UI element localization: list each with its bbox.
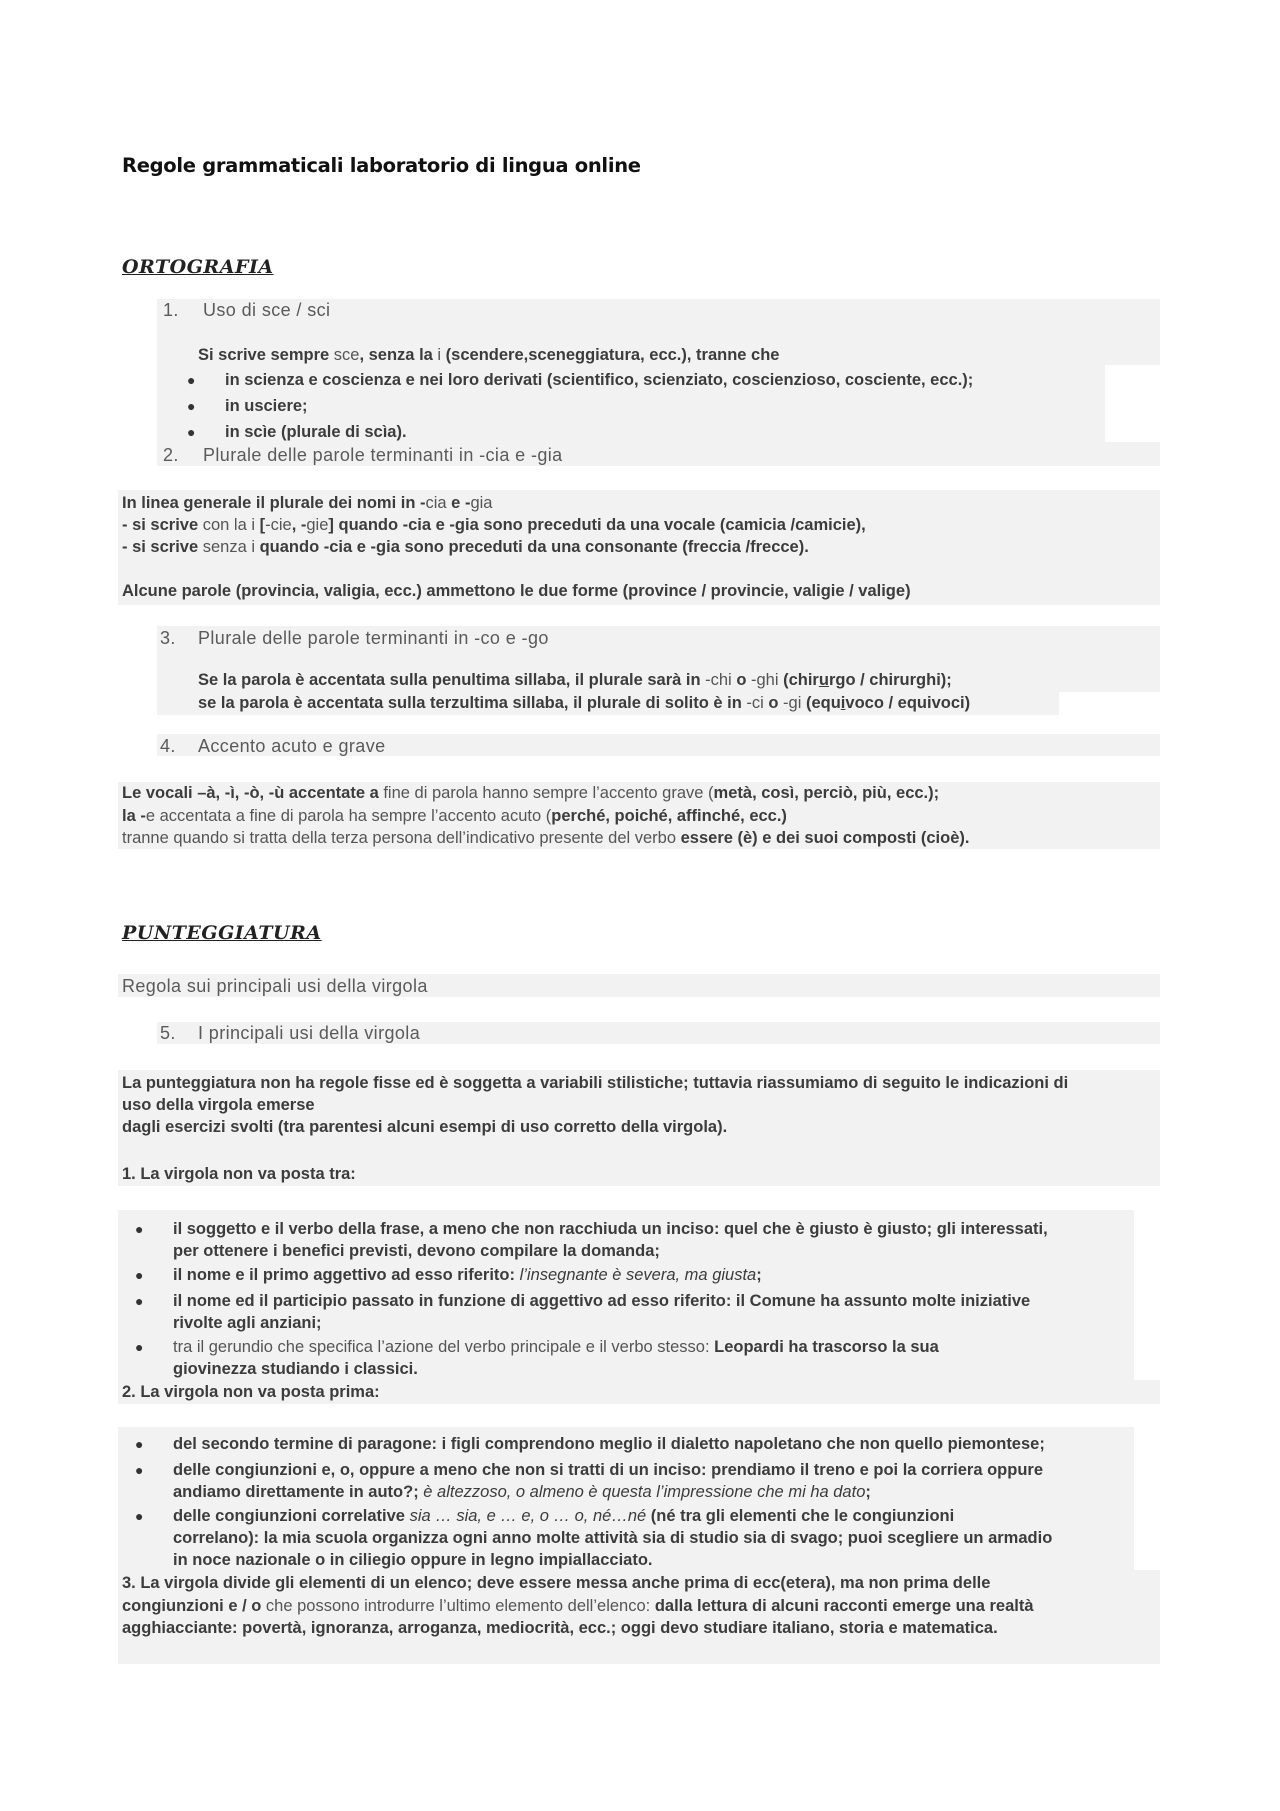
rule-title: Uso di sce / sci — [203, 300, 331, 320]
text-run: ] quando -cia e -gia sono preceduti da una vocale (camicia /camicie), — [328, 516, 866, 534]
text-run: quando -cia e -gia sono preceduti da una consonante (freccia /frecce). — [255, 538, 809, 556]
bullet-icon: ● — [187, 398, 196, 414]
text-run: dalla lettura di alcuni racconti emerge una realtà — [654, 1597, 1034, 1615]
bullet-icon: ● — [135, 1508, 144, 1524]
section-subtitle: Regola sui principali usi della virgola — [122, 976, 428, 996]
rule-text: agghiacciante: povertà, ignoranza, arroganza, mediocrità, ecc.; oggi devo studiare italiano, storia e matematica. — [122, 1619, 998, 1637]
text-run: cia — [425, 494, 447, 512]
list-title: 2. La virgola non va posta prima: — [122, 1383, 380, 1401]
bullet-icon: ● — [135, 1436, 144, 1452]
text-run: (scendere,sceneggiatura, ecc.), tranne che — [441, 346, 780, 364]
list-item: delle congiunzioni e, o, oppure a meno che non si tratti di un inciso: prendiamo il treno e poi la corriera oppure — [173, 1461, 1044, 1479]
text-run: con la i — [202, 516, 256, 534]
rule-number: 1. — [163, 300, 179, 320]
bullet-icon: ● — [135, 1293, 144, 1309]
rule-heading — [163, 299, 330, 321]
text-run: -chi — [705, 671, 732, 689]
list-item: in scienza e coscienza e nei loro derivati (scientifico, scienziato, coscienzioso, cosciente, ecc.); — [225, 371, 974, 389]
text-run: gia — [470, 494, 493, 512]
text-run: Le vocali –à, -ì, -ò, -ù accentate a — [122, 784, 384, 802]
text-run: (equ — [801, 694, 841, 712]
list-item — [173, 1505, 954, 1527]
text-run: o — [763, 694, 784, 712]
text-run: gie — [306, 516, 329, 534]
rule-text — [122, 492, 492, 514]
text-run: u — [818, 671, 829, 689]
rule-number: 3. — [160, 628, 176, 648]
rule-number: 5. — [160, 1023, 176, 1043]
list-item: in scìe (plurale di scìa). — [225, 423, 407, 441]
rule-text — [122, 514, 866, 536]
rule-heading — [160, 735, 386, 757]
text-run: - si scrive — [122, 538, 203, 556]
rule-text — [122, 536, 809, 558]
list-item: del secondo termine di paragone: i figli comprendono meglio il dialetto napoletano che non quello piemontese; — [173, 1435, 1045, 1453]
text-run: -cie — [265, 516, 292, 534]
text-run: ; — [756, 1266, 762, 1284]
rule-number: 2. — [163, 445, 179, 465]
text-run: , senza la — [359, 346, 438, 364]
section-heading-punteggiatura: PUNTEGGIATURA — [122, 922, 322, 944]
text-run: Si scrive sempre — [198, 346, 334, 364]
text-run: tra il gerundio che specifica l’azione del verbo principale e il verbo stesso: — [173, 1338, 715, 1356]
text-run: ; — [865, 1483, 871, 1501]
text-run: Leopardi ha trascorso la sua — [714, 1338, 939, 1356]
text-run: è altezzoso, o almeno è questa l’impressione che mi ha dato — [423, 1483, 866, 1501]
text-run: fine di parola hanno sempre l’accento grave ( — [383, 784, 714, 802]
text-run: (né tra gli elementi che le congiunzioni — [646, 1507, 955, 1525]
list-item: correlano): la mia scuola organizza ogni anno molte attività sia di studio sia di svago; puoi scegliere un armadio — [173, 1529, 1053, 1547]
rule-title: Plurale delle parole terminanti in -cia e -gia — [203, 445, 563, 465]
rule-heading — [160, 627, 549, 649]
intro-text: dagli esercizi svolti (tra parentesi alcuni esempi di uso corretto della virgola). — [122, 1118, 728, 1136]
bullet-icon: ● — [187, 372, 196, 388]
text-run: andiamo direttamente in auto?; — [173, 1483, 424, 1501]
text-run: In linea generale il plurale dei nomi in - — [122, 494, 426, 512]
bullet-icon: ● — [135, 1339, 144, 1355]
list-item: in noce nazionale o in ciliegio oppure in legno impiallacciato. — [173, 1551, 653, 1569]
list-item: giovinezza studiando i classici. — [173, 1360, 418, 1378]
rule-text — [198, 344, 779, 366]
rule-text — [122, 827, 969, 849]
text-run: sia … sia, e … e, o … o, né…né — [409, 1507, 647, 1525]
text-run: -ghi — [750, 671, 779, 689]
text-run: il nome e il primo aggettivo ad esso riferito: — [173, 1266, 520, 1284]
text-run: , - — [291, 516, 307, 534]
document-title: Regole grammaticali laboratorio di lingua online — [122, 154, 641, 177]
text-run: la - — [122, 807, 146, 825]
list-title: 1. La virgola non va posta tra: — [122, 1165, 356, 1183]
list-item: il soggetto e il verbo della frase, a meno che non racchiuda un inciso: quel che è giusto è giusto; gli interessati, — [173, 1220, 1048, 1238]
bullet-icon: ● — [135, 1462, 144, 1478]
text-run: - si scrive — [122, 516, 203, 534]
rule-title: I principali usi della virgola — [198, 1023, 421, 1043]
text-run: [ — [255, 516, 266, 534]
text-run: essere (è) e dei suoi composti (cioè). — [680, 829, 970, 847]
list-item — [173, 1481, 871, 1503]
text-run: l’insegnante è severa, ma giusta — [519, 1266, 757, 1284]
list-item — [173, 1264, 762, 1286]
text-run: che possono introdurre l’ultimo elemento dell’elenco: — [265, 1597, 655, 1615]
text-run: e - — [446, 494, 471, 512]
rule-text: 3. La virgola divide gli elementi di un elenco; deve essere messa anche prima di ecc(etera), ma non prima delle — [122, 1574, 991, 1592]
text-run: i — [840, 694, 846, 712]
rule-number: 4. — [160, 736, 176, 756]
text-run: Se la parola è accentata sulla penultima sillaba, il plurale sarà in — [198, 671, 706, 689]
list-item: rivolte agli anziani; — [173, 1314, 322, 1332]
rule-text — [198, 692, 970, 714]
list-item: in usciere; — [225, 397, 308, 415]
text-run: i — [437, 346, 442, 364]
text-run: rgo / chirurghi); — [828, 671, 952, 689]
rule-title: Plurale delle parole terminanti in -co e -go — [198, 628, 549, 648]
list-item: il nome ed il participio passato in funzione di aggettivo ad esso riferito: il Comune ha assunto molte iniziative — [173, 1292, 1031, 1310]
rule-text — [198, 669, 952, 691]
rule-text — [122, 782, 939, 804]
text-run: delle congiunzioni correlative — [173, 1507, 410, 1525]
text-run: -ci — [746, 694, 764, 712]
rule-title: Accento acuto e grave — [198, 736, 386, 756]
text-run: e accentata a fine di parola ha sempre l’accento acuto ( — [145, 807, 552, 825]
rule-heading — [160, 1022, 420, 1044]
rule-text: Alcune parole (provincia, valigia, ecc.) ammettono le due forme (province / provincie, valigie / valige) — [122, 582, 911, 600]
text-run: congiunzioni e / o — [122, 1597, 266, 1615]
text-run: -gi — [783, 694, 802, 712]
text-run: o — [731, 671, 751, 689]
text-run: tranne quando si tratta della terza persona dell’indicativo presente del verbo — [122, 829, 681, 847]
text-run: perché, poiché, affinché, ecc.) — [551, 807, 787, 825]
text-run: sce — [333, 346, 360, 364]
text-run: voco / equivoci) — [845, 694, 971, 712]
list-item: per ottenere i benefici previsti, devono compilare la domanda; — [173, 1242, 660, 1260]
rule-heading — [163, 444, 563, 466]
text-run: (chir — [778, 671, 819, 689]
bullet-icon: ● — [187, 424, 196, 440]
text-run: senza i — [202, 538, 256, 556]
rule-text — [122, 805, 787, 827]
intro-text: La punteggiatura non ha regole fisse ed è soggetta a variabili stilistiche; tuttavia riassumiamo di seguito le indicazioni di — [122, 1074, 1069, 1092]
text-run: metà, così, perciò, più, ecc.); — [713, 784, 940, 802]
list-item — [173, 1336, 939, 1358]
text-run: se la parola è accentata sulla terzultima sillaba, il plurale di solito è in — [198, 694, 747, 712]
bullet-icon: ● — [135, 1267, 144, 1283]
section-heading-ortografia: ORTOGRAFIA — [122, 256, 274, 278]
bullet-icon: ● — [135, 1221, 144, 1237]
intro-text: uso della virgola emerse — [122, 1096, 315, 1114]
rule-text — [122, 1595, 1034, 1617]
